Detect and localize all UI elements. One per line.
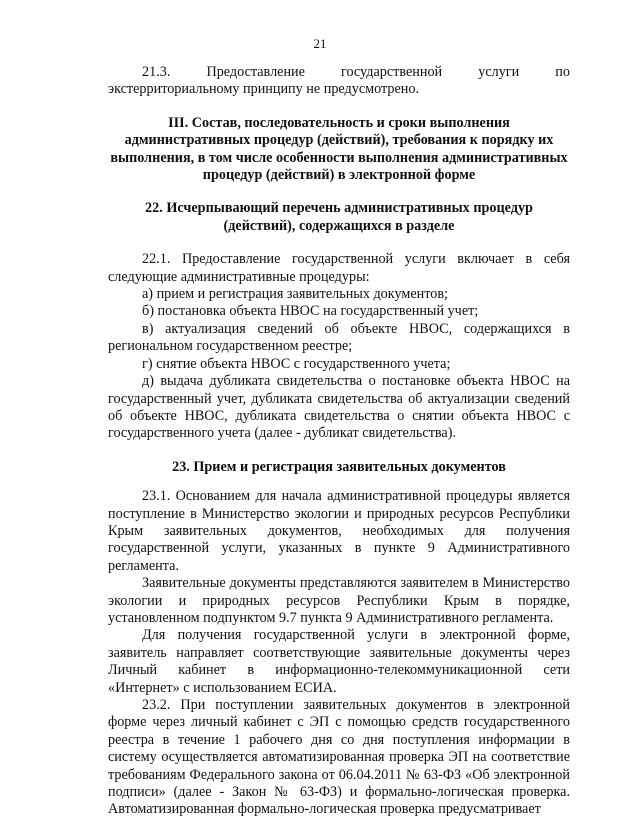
procedure-item: а) прием и регистрация заявительных документов; <box>142 286 448 303</box>
document-body <box>108 64 570 819</box>
paragraph-23-2: 23.2. При поступлении заявительных документов в электронной форме через личный кабинет с ЭП с помощью средств государственного реестра в течение 1 рабочего дня со дня поступления информации в систему осуществляется автоматизированная проверка ЭП на соответствие требованиям Федерального закона от 06.04.2011 № 63-ФЗ «Об электронной подписи» (далее - Закон № 63-ФЗ) и формально-логическая проверка. Автоматизированная формально-логическая проверка предусматривает <box>108 697 570 818</box>
paragraph-23-1-documents: Заявительные документы представляются заявителем в Министерство экологии и природных ресурсов Республики Крым в порядке, установленном подпунктом 9.7 пункта 9 Административного регламента. <box>108 575 570 626</box>
page-number: 21 <box>313 36 327 51</box>
procedure-item: г) снятие объекта НВОС с государственного учета; <box>142 355 451 372</box>
subsection-22-heading: 22. Исчерпывающий перечень административных процедур (действий), содержащихся в разделе <box>145 200 533 234</box>
paragraph-22-1: 22.1. Предоставление государственной услуги включает в себя следующие административные процедуры: <box>108 251 570 285</box>
subsection-23-heading: 23. Прием и регистрация заявительных документов <box>172 458 506 475</box>
paragraph-23-1-electronic: Для получения государственной услуги в электронной форме, заявитель направляет соответствующие заявительные документы через Личный кабинет в информационно-телекоммуникационной сети «Интернет» с использованием ЕСИА. <box>108 627 570 696</box>
section-heading: III. Состав, последовательность и сроки выполнения административных процедур (действий), требования к порядку их выполнения, в том числе особенности выполнения административных процедур (действий) в электронной форме <box>110 114 568 184</box>
procedure-item: б) постановка объекта НВОС на государственный учет; <box>142 303 479 320</box>
procedure-item: д) выдача дубликата свидетельства о постановке объекта НВОС на государственный учет, дубликата свидетельства об актуализации сведений об объекте НВОС, дубликата свидетельства о снятии объекта НВОС с государственного учета (далее - дубликат свидетельства). <box>108 373 570 442</box>
paragraph-21-3: 21.3. Предоставление государственной услуги по экстерриториальному принципу не предусмотрено. <box>108 64 570 98</box>
paragraph-23-1: 23.1. Основанием для начала административной процедуры является поступление в Министерство экологии и природных ресурсов Республики Крым заявительных документов, необходимых для получения государственной услуги, указанных в пункте 9 Административного регламента. <box>108 488 570 574</box>
procedure-item: в) актуализация сведений об объекте НВОС, содержащихся в региональном государственном реестре; <box>108 320 570 355</box>
